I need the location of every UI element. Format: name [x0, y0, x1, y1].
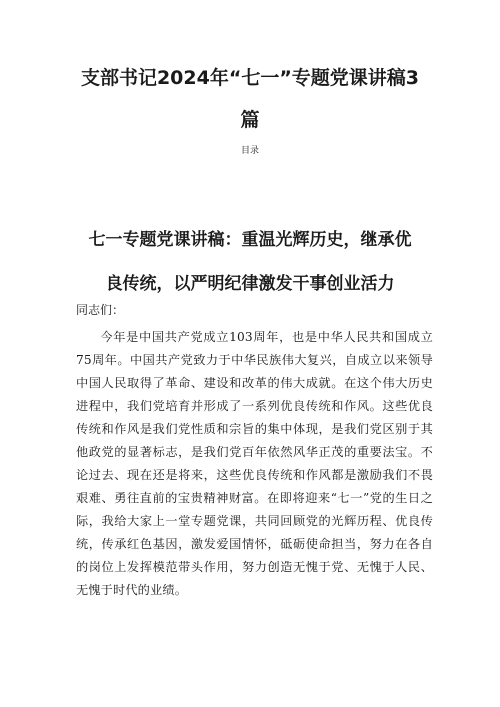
document-title-line-1: 支部书记2024年“七一”专题党课讲稿3: [80, 67, 420, 89]
toc-label: 目录: [240, 146, 259, 156]
body-paragraph: 今年是中国共产党成立103周年，也是中华人民共和国成立75周年。中国共产党致力于中华民族伟大复兴，自成立以来领导中国人民取得了革命、建设和改革的伟大成就。在这个伟大历史进程中，我们党培育并形成了一系列优良传统和作风。这些优良传统和作风是我们党性质和宗旨的集中体现，是我们党区别于其他政党的显著标志，是我们党百年依然风华正茂的重要法宝。不论过去、现在还是将来，这些优良传统和作风都是激励我们不畏艰难、勇往直前的宝贵精神财富。在即将迎来“七一”党的生日之际，我给大家上一堂专题党课，共同回顾党的光辉历程、优良传统，传承红色基因，激发爱国情怀，砥砺使命担当，努力在各自的岗位上发挥模范带头作用，努力创造无愧于党、无愧于人民、无愧于时代的业绩。: [76, 330, 433, 597]
section-title-line-1: 七一专题党课讲稿：重温光辉历史，继承优: [88, 230, 412, 250]
document-title-line-2: 篇: [240, 109, 260, 131]
section-title-line-2: 良传统，以严明纪律激发干事创业活力: [105, 274, 395, 294]
salutation: 同志们：: [76, 303, 125, 317]
